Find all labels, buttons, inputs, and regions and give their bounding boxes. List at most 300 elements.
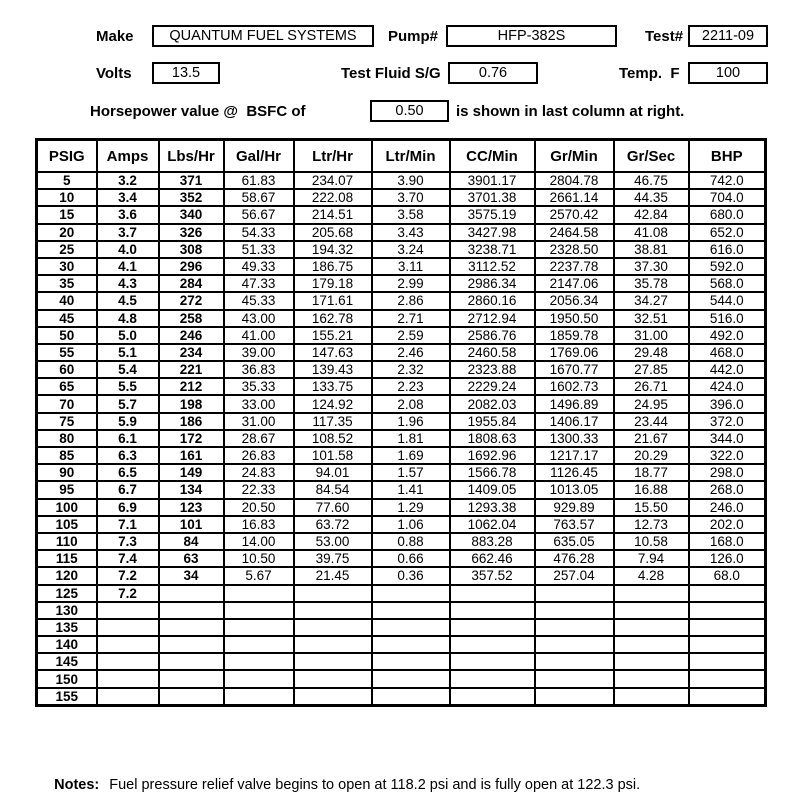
table-row: [37, 430, 766, 447]
table-cell: 61.83: [224, 172, 294, 189]
table-cell: 41.00: [224, 327, 294, 344]
table-cell: 5.1: [97, 344, 159, 361]
table-cell: 47.33: [224, 275, 294, 292]
table-row: [37, 224, 766, 241]
table-cell: 2056.34: [535, 292, 614, 309]
table-row: [37, 602, 766, 619]
table-cell: 27.85: [614, 361, 689, 378]
make-label: Make: [96, 28, 134, 45]
table-cell: 704.0: [689, 189, 766, 206]
table-cell: 344.0: [689, 430, 766, 447]
test-fluid-sg-label: Test Fluid S/G: [341, 65, 441, 82]
table-cell: 2570.42: [535, 206, 614, 223]
table-cell: 468.0: [689, 344, 766, 361]
table-row: [37, 550, 766, 567]
column-header-ltr-hr: Ltr/Hr: [294, 140, 372, 173]
table-cell: [294, 653, 372, 670]
table-cell: 234: [159, 344, 224, 361]
table-cell: 424.0: [689, 378, 766, 395]
table-cell: 3.24: [372, 241, 450, 258]
table-cell: 45: [37, 310, 97, 327]
table-cell: 2147.06: [535, 275, 614, 292]
table-cell: 16.88: [614, 481, 689, 498]
table-cell: 221: [159, 361, 224, 378]
table-cell: [689, 636, 766, 653]
table-cell: [159, 602, 224, 619]
table-cell: 115: [37, 550, 97, 567]
table-cell: 1.29: [372, 499, 450, 516]
table-cell: 15.50: [614, 499, 689, 516]
table-row: [37, 206, 766, 223]
temp-field: 100: [688, 62, 768, 84]
table-cell: 123: [159, 499, 224, 516]
table-cell: 4.5: [97, 292, 159, 309]
table-cell: 763.57: [535, 516, 614, 533]
column-header-amps: Amps: [97, 140, 159, 173]
table-cell: [689, 602, 766, 619]
table-cell: 2.08: [372, 395, 450, 412]
table-cell: [535, 585, 614, 602]
table-cell: [450, 619, 535, 636]
table-cell: 63: [159, 550, 224, 567]
table-cell: 60: [37, 361, 97, 378]
table-cell: 1.96: [372, 413, 450, 430]
table-cell: 10: [37, 189, 97, 206]
table-cell: [535, 670, 614, 687]
table-cell: 4.3: [97, 275, 159, 292]
table-cell: 3.2: [97, 172, 159, 189]
table-cell: 147.63: [294, 344, 372, 361]
table-cell: [159, 619, 224, 636]
table-cell: 268.0: [689, 481, 766, 498]
table-cell: 155: [37, 688, 97, 706]
table-cell: 53.00: [294, 533, 372, 550]
table-cell: 1.06: [372, 516, 450, 533]
table-cell: 95: [37, 481, 97, 498]
table-cell: 6.9: [97, 499, 159, 516]
column-header-gr-sec: Gr/Sec: [614, 140, 689, 173]
table-row: [37, 327, 766, 344]
table-cell: 90: [37, 464, 97, 481]
table-cell: 171.61: [294, 292, 372, 309]
table-cell: 155.21: [294, 327, 372, 344]
table-cell: 2986.34: [450, 275, 535, 292]
table-cell: 68.0: [689, 567, 766, 584]
table-cell: 1.81: [372, 430, 450, 447]
table-cell: 12.73: [614, 516, 689, 533]
table-cell: [535, 688, 614, 706]
test-fluid-sg-field: 0.76: [448, 62, 538, 84]
table-cell: 2.59: [372, 327, 450, 344]
table-cell: 186: [159, 413, 224, 430]
table-cell: 30: [37, 258, 97, 275]
table-cell: [224, 653, 294, 670]
table-cell: 2.71: [372, 310, 450, 327]
table-cell: 37.30: [614, 258, 689, 275]
table-cell: 39.00: [224, 344, 294, 361]
volts-label: Volts: [96, 65, 132, 82]
table-row: [37, 670, 766, 687]
table-cell: 1062.04: [450, 516, 535, 533]
table-row: [37, 499, 766, 516]
table-cell: 34: [159, 567, 224, 584]
table-row: [37, 464, 766, 481]
table-cell: 2804.78: [535, 172, 614, 189]
table-cell: 1013.05: [535, 481, 614, 498]
table-cell: 3427.98: [450, 224, 535, 241]
table-cell: 105: [37, 516, 97, 533]
table-cell: 3.43: [372, 224, 450, 241]
table-cell: 0.88: [372, 533, 450, 550]
table-cell: 2323.88: [450, 361, 535, 378]
table-cell: 929.89: [535, 499, 614, 516]
table-cell: 1808.63: [450, 430, 535, 447]
table-cell: 55: [37, 344, 97, 361]
table-row: [37, 395, 766, 412]
table-cell: 172: [159, 430, 224, 447]
table-cell: 186.75: [294, 258, 372, 275]
table-cell: [450, 602, 535, 619]
table-cell: 2082.03: [450, 395, 535, 412]
column-header-gr-min: Gr/Min: [535, 140, 614, 173]
table-cell: [614, 688, 689, 706]
table-cell: 54.33: [224, 224, 294, 241]
table-cell: [614, 670, 689, 687]
table-cell: 10.58: [614, 533, 689, 550]
table-cell: 5.67: [224, 567, 294, 584]
table-cell: 32.51: [614, 310, 689, 327]
table-cell: 194.32: [294, 241, 372, 258]
table-cell: 3.70: [372, 189, 450, 206]
table-cell: 3.7: [97, 224, 159, 241]
bsfc-statement-suffix: is shown in last column at right.: [456, 103, 685, 120]
table-cell: 5: [37, 172, 97, 189]
table-cell: 168.0: [689, 533, 766, 550]
table-cell: [97, 670, 159, 687]
notes-label: Notes:: [54, 777, 100, 793]
table-cell: 2.23: [372, 378, 450, 395]
table-cell: 3.11: [372, 258, 450, 275]
bsfc-statement-prefix: Horsepower value @ BSFC of: [90, 103, 306, 120]
table-cell: 1566.78: [450, 464, 535, 481]
table-cell: 662.46: [450, 550, 535, 567]
table-cell: 476.28: [535, 550, 614, 567]
table-cell: [224, 670, 294, 687]
table-cell: 77.60: [294, 499, 372, 516]
table-cell: 4.0: [97, 241, 159, 258]
table-cell: [224, 619, 294, 636]
table-cell: 6.1: [97, 430, 159, 447]
table-cell: 0.36: [372, 567, 450, 584]
table-cell: 3.6: [97, 206, 159, 223]
table-cell: 101.58: [294, 447, 372, 464]
table-cell: 680.0: [689, 206, 766, 223]
table-cell: 352: [159, 189, 224, 206]
table-cell: [614, 653, 689, 670]
table-cell: 42.84: [614, 206, 689, 223]
table-cell: 161: [159, 447, 224, 464]
table-cell: [294, 636, 372, 653]
table-cell: 2328.50: [535, 241, 614, 258]
table-row: [37, 653, 766, 670]
table-cell: 24.95: [614, 395, 689, 412]
table-cell: 22.33: [224, 481, 294, 498]
table-cell: [294, 585, 372, 602]
table-cell: 4.1: [97, 258, 159, 275]
table-cell: [535, 653, 614, 670]
column-header-cc-min: CC/Min: [450, 140, 535, 173]
table-cell: 2586.76: [450, 327, 535, 344]
table-cell: 234.07: [294, 172, 372, 189]
table-cell: 29.48: [614, 344, 689, 361]
table-cell: [689, 653, 766, 670]
table-cell: 14.00: [224, 533, 294, 550]
table-cell: [159, 688, 224, 706]
table-cell: [535, 602, 614, 619]
table-cell: 6.5: [97, 464, 159, 481]
table-cell: 7.4: [97, 550, 159, 567]
table-row: [37, 292, 766, 309]
table-cell: 635.05: [535, 533, 614, 550]
table-cell: 442.0: [689, 361, 766, 378]
table-cell: 49.33: [224, 258, 294, 275]
table-cell: 1.41: [372, 481, 450, 498]
table-cell: 214.51: [294, 206, 372, 223]
table-cell: [450, 636, 535, 653]
table-cell: [372, 636, 450, 653]
table-cell: [372, 619, 450, 636]
table-cell: [159, 653, 224, 670]
table-cell: 135: [37, 619, 97, 636]
table-cell: 126.0: [689, 550, 766, 567]
table-cell: 21.67: [614, 430, 689, 447]
table-row: [37, 344, 766, 361]
pump-number-field: HFP-382S: [446, 25, 617, 47]
table-cell: 7.2: [97, 585, 159, 602]
table-cell: 1126.45: [535, 464, 614, 481]
table-cell: 35.33: [224, 378, 294, 395]
table-cell: 100: [37, 499, 97, 516]
table-cell: 84: [159, 533, 224, 550]
table-cell: 4.28: [614, 567, 689, 584]
table-cell: 70: [37, 395, 97, 412]
table-cell: 592.0: [689, 258, 766, 275]
notes-text: Fuel pressure relief valve begins to open at 118.2 psi and is fully open at 122.3 psi.: [109, 777, 641, 793]
table-cell: [689, 585, 766, 602]
table-cell: 340: [159, 206, 224, 223]
table-cell: 149: [159, 464, 224, 481]
table-cell: 357.52: [450, 567, 535, 584]
table-cell: [97, 688, 159, 706]
table-cell: 1769.06: [535, 344, 614, 361]
table-cell: 246.0: [689, 499, 766, 516]
table-cell: 5.5: [97, 378, 159, 395]
table-cell: 2229.24: [450, 378, 535, 395]
table-cell: [614, 619, 689, 636]
table-cell: [450, 653, 535, 670]
table-row: [37, 585, 766, 602]
table-cell: 65: [37, 378, 97, 395]
table-cell: [97, 653, 159, 670]
table-row: [37, 378, 766, 395]
table-cell: 205.68: [294, 224, 372, 241]
table-cell: 2.32: [372, 361, 450, 378]
table-cell: [372, 585, 450, 602]
table-cell: 35.78: [614, 275, 689, 292]
table-cell: 326: [159, 224, 224, 241]
table-cell: [372, 670, 450, 687]
table-cell: 101: [159, 516, 224, 533]
table-cell: [97, 619, 159, 636]
test-number-field: 2211-09: [688, 25, 768, 47]
table-cell: 43.00: [224, 310, 294, 327]
table-cell: 742.0: [689, 172, 766, 189]
volts-field: 13.5: [152, 62, 220, 84]
table-cell: 40: [37, 292, 97, 309]
table-cell: 20.29: [614, 447, 689, 464]
table-cell: [159, 585, 224, 602]
table-cell: 23.44: [614, 413, 689, 430]
table-cell: 20: [37, 224, 97, 241]
table-cell: 108.52: [294, 430, 372, 447]
table-cell: 2460.58: [450, 344, 535, 361]
table-cell: 1.69: [372, 447, 450, 464]
table-cell: 162.78: [294, 310, 372, 327]
table-row: [37, 688, 766, 706]
table-row: [37, 413, 766, 430]
table-cell: 3.58: [372, 206, 450, 223]
table-cell: [224, 602, 294, 619]
table-cell: 568.0: [689, 275, 766, 292]
table-row: [37, 172, 766, 189]
table-row: [37, 258, 766, 275]
notes-line: [38, 761, 640, 809]
table-cell: 50: [37, 327, 97, 344]
table-cell: 2.99: [372, 275, 450, 292]
table-cell: 516.0: [689, 310, 766, 327]
column-header-ltr-min: Ltr/Min: [372, 140, 450, 173]
table-cell: [159, 636, 224, 653]
table-cell: [689, 619, 766, 636]
table-cell: 372.0: [689, 413, 766, 430]
table-cell: 85: [37, 447, 97, 464]
table-cell: 63.72: [294, 516, 372, 533]
table-cell: 5.4: [97, 361, 159, 378]
table-cell: [294, 688, 372, 706]
table-cell: 257.04: [535, 567, 614, 584]
flow-data-table: [35, 138, 767, 707]
table-cell: 298.0: [689, 464, 766, 481]
table-cell: [614, 636, 689, 653]
table-cell: 2464.58: [535, 224, 614, 241]
table-cell: [224, 688, 294, 706]
table-cell: 492.0: [689, 327, 766, 344]
table-cell: 45.33: [224, 292, 294, 309]
column-header-lbs-hr: Lbs/Hr: [159, 140, 224, 173]
table-cell: 1409.05: [450, 481, 535, 498]
table-cell: [159, 670, 224, 687]
table-cell: 296: [159, 258, 224, 275]
table-row: [37, 516, 766, 533]
table-cell: 308: [159, 241, 224, 258]
table-cell: 24.83: [224, 464, 294, 481]
table-row: [37, 241, 766, 258]
table-cell: [372, 653, 450, 670]
table-cell: 883.28: [450, 533, 535, 550]
table-cell: 7.94: [614, 550, 689, 567]
table-row: [37, 361, 766, 378]
table-cell: 1496.89: [535, 395, 614, 412]
table-row: [37, 275, 766, 292]
table-cell: [372, 602, 450, 619]
table-cell: 31.00: [614, 327, 689, 344]
table-cell: 10.50: [224, 550, 294, 567]
bsfc-field: 0.50: [370, 100, 449, 122]
table-cell: 212: [159, 378, 224, 395]
table-cell: 272: [159, 292, 224, 309]
table-cell: 2860.16: [450, 292, 535, 309]
table-cell: 1859.78: [535, 327, 614, 344]
table-cell: 3901.17: [450, 172, 535, 189]
table-cell: 145: [37, 653, 97, 670]
table-cell: 28.67: [224, 430, 294, 447]
table-cell: 396.0: [689, 395, 766, 412]
table-cell: 38.81: [614, 241, 689, 258]
table-cell: [294, 619, 372, 636]
table-cell: 18.77: [614, 464, 689, 481]
column-header-gal-hr: Gal/Hr: [224, 140, 294, 173]
table-cell: 130: [37, 602, 97, 619]
table-cell: 3701.38: [450, 189, 535, 206]
table-cell: 51.33: [224, 241, 294, 258]
table-cell: 6.3: [97, 447, 159, 464]
table-cell: [450, 688, 535, 706]
table-cell: 246: [159, 327, 224, 344]
table-cell: 2.46: [372, 344, 450, 361]
table-cell: 179.18: [294, 275, 372, 292]
table-cell: 1300.33: [535, 430, 614, 447]
table-cell: 371: [159, 172, 224, 189]
table-cell: 6.7: [97, 481, 159, 498]
table-cell: 56.67: [224, 206, 294, 223]
table-cell: [97, 602, 159, 619]
table-cell: 80: [37, 430, 97, 447]
table-cell: [450, 670, 535, 687]
test-number-label: Test#: [645, 28, 684, 45]
table-cell: 3.4: [97, 189, 159, 206]
table-cell: 1293.38: [450, 499, 535, 516]
table-cell: 2237.78: [535, 258, 614, 275]
table-cell: 1692.96: [450, 447, 535, 464]
table-cell: 33.00: [224, 395, 294, 412]
table-cell: 39.75: [294, 550, 372, 567]
table-cell: 2661.14: [535, 189, 614, 206]
table-cell: 84.54: [294, 481, 372, 498]
table-cell: 1670.77: [535, 361, 614, 378]
table-cell: 25: [37, 241, 97, 258]
table-cell: 1217.17: [535, 447, 614, 464]
table-cell: 75: [37, 413, 97, 430]
table-cell: 544.0: [689, 292, 766, 309]
pump-number-label: Pump#: [388, 28, 439, 45]
table-cell: 133.75: [294, 378, 372, 395]
table-row: [37, 567, 766, 584]
table-cell: 202.0: [689, 516, 766, 533]
table-cell: 125: [37, 585, 97, 602]
table-cell: [535, 636, 614, 653]
table-cell: 31.00: [224, 413, 294, 430]
table-row: [37, 447, 766, 464]
